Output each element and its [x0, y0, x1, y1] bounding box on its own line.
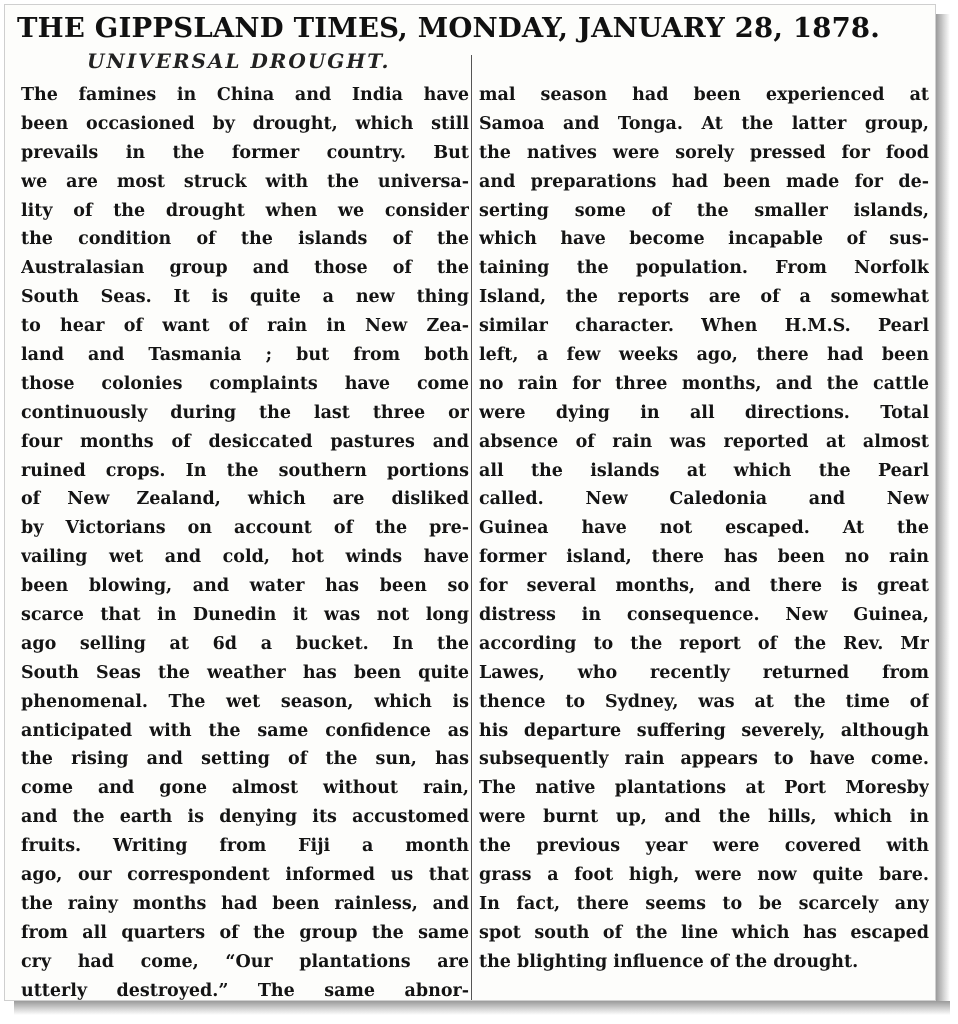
article-line: which have become incapable of sus-	[479, 229, 929, 250]
article-line: been blowing, and water has been so	[21, 576, 469, 597]
article-line: been occasioned by drought, which still	[21, 113, 469, 134]
clipping-shadow-right	[936, 14, 950, 1010]
article-line: In fact, there seems to be scarcely any	[479, 893, 929, 914]
article-line: anticipated with the same confidence as	[21, 720, 469, 741]
article-line: the natives were sorely pressed for food	[479, 142, 929, 163]
article-line: serting some of the smaller islands,	[479, 200, 929, 221]
article-line: continuously during the last three or	[21, 402, 469, 423]
article-line: we are most struck with the universa-	[21, 171, 469, 192]
article-line: distress in consequence. New Guinea,	[479, 605, 929, 626]
article-line: the previous year were covered with	[479, 836, 929, 857]
article-line: all the islands at which the Pearl	[479, 460, 929, 481]
article-line: the condition of the islands of the	[21, 229, 469, 250]
newspaper-clipping	[4, 4, 936, 1001]
article-line: and the earth is denying its accustomed	[21, 807, 469, 828]
article-line: four months of desiccated pastures and	[21, 431, 469, 452]
article-line: of New Zealand, which are disliked	[21, 489, 469, 510]
article-line: Australasian group and those of the	[21, 258, 469, 279]
newspaper-masthead: THE GIPPSLAND TIMES, MONDAY, JANUARY 28, 1878.	[17, 12, 881, 44]
article-line: Samoa and Tonga. At the latter group,	[479, 113, 929, 134]
article-line: Lawes, who recently returned from	[479, 662, 929, 683]
clipping-shadow-bottom	[14, 1001, 950, 1015]
article-line: from all quarters of the group the same	[21, 922, 469, 943]
article-heading: UNIVERSAL DROUGHT.	[87, 49, 391, 73]
article-line: taining the population. From Norfolk	[479, 258, 929, 279]
article-line: Island, the reports are of a somewhat	[479, 287, 929, 308]
article-line: and preparations had been made for de-	[479, 171, 929, 192]
article-line: South Seas. It is quite a new thing	[21, 287, 469, 308]
article-line: the rainy months had been rainless, and	[21, 893, 469, 914]
article-line: by Victorians on account of the pre-	[21, 518, 469, 539]
article-column-right	[479, 81, 929, 977]
article-line: ago, our correspondent informed us that	[21, 865, 469, 886]
article-line: Guinea have not escaped. At the	[479, 518, 929, 539]
article-line: his departure suffering severely, although	[479, 720, 929, 741]
article-line: to hear of want of rain in New Zea-	[21, 316, 469, 337]
article-line: ago selling at 6d a bucket. In the	[21, 633, 469, 654]
article-column-left	[21, 81, 469, 1001]
article-line: cry had come, “Our plantations are	[21, 951, 469, 972]
article-line: South Seas the weather has been quite	[21, 662, 469, 683]
article-line: no rain for three months, and the cattle	[479, 373, 929, 394]
article-line: subsequently rain appears to have come.	[479, 749, 929, 770]
article-line: The native plantations at Port Moresby	[479, 778, 929, 799]
article-line: prevails in the former country. But	[21, 142, 469, 163]
article-line: The famines in China and India have	[21, 85, 469, 105]
article-line: the rising and setting of the sun, has	[21, 749, 469, 770]
article-line: according to the report of the Rev. Mr	[479, 633, 929, 654]
article-line: land and Tasmania ; but from both	[21, 345, 469, 366]
article-line: phenomenal. The wet season, which is	[21, 691, 469, 712]
article-line: called. New Caledonia and New	[479, 489, 929, 510]
article-line: mal season had been experienced at	[479, 85, 929, 105]
article-line: come and gone almost without rain,	[21, 778, 469, 799]
article-line: utterly destroyed.” The same abnor-	[21, 980, 469, 1001]
article-line: the blighting influence of the drought.	[479, 951, 859, 972]
article-line: vailing wet and cold, hot winds have	[21, 547, 469, 568]
article-line: left, a few weeks ago, there had been	[479, 345, 929, 366]
article-line: thence to Sydney, was at the time of	[479, 691, 929, 712]
article-line: grass a foot high, were now quite bare.	[479, 865, 929, 886]
article-line: ruined crops. In the southern portions	[21, 460, 469, 481]
column-divider	[471, 55, 472, 1000]
article-line: absence of rain was reported at almost	[479, 431, 929, 452]
article-line: spot south of the line which has escaped	[479, 922, 929, 943]
article-line: those colonies complaints have come	[21, 373, 469, 394]
article-line: were burnt up, and the hills, which in	[479, 807, 929, 828]
article-line: former island, there has been no rain	[479, 547, 929, 568]
article-line: were dying in all directions. Total	[479, 402, 929, 423]
article-line: similar character. When H.M.S. Pearl	[479, 316, 929, 337]
article-line: fruits. Writing from Fiji a month	[21, 836, 469, 857]
article-line: for several months, and there is great	[479, 576, 929, 597]
article-line: lity of the drought when we consider	[21, 200, 469, 221]
article-line: scarce that in Dunedin it was not long	[21, 605, 469, 626]
